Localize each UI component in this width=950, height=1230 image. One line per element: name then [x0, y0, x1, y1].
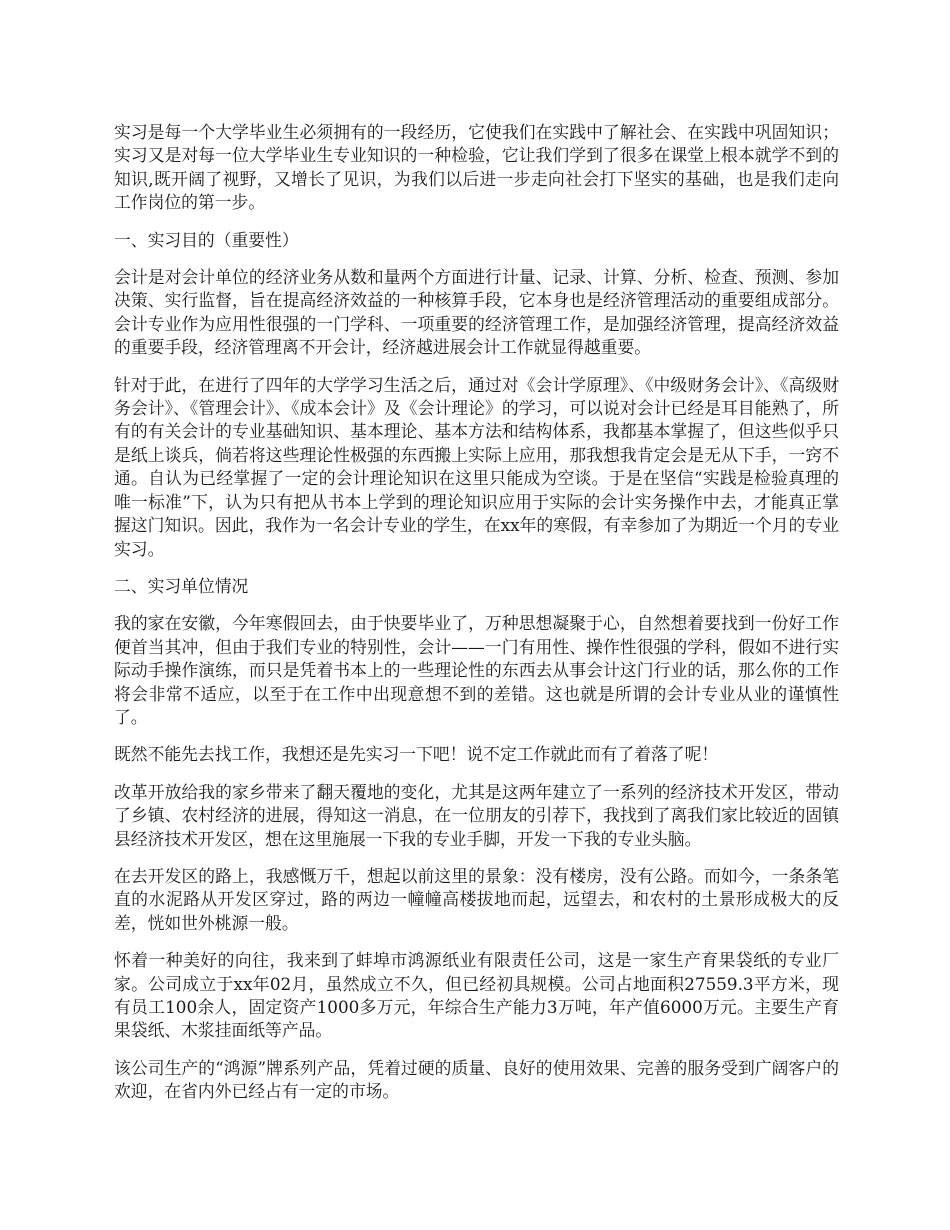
paragraph-products: 该公司生产的“鸿源”牌系列产品，凭着过硬的质量、良好的使用效果、完善的服务受到广阔客户的欢迎，在省内外已经占有一定的市场。	[114, 1057, 839, 1102]
section-heading-unit: 二、实习单位情况	[114, 575, 249, 596]
paragraph-hometown: 我的家在安徽，今年寒假回去，由于快要毕业了，万种思想凝聚于心，自然想着要找到一份好工作便首当其冲，但由于我们专业的特别性，会计——一门有用性、操作性很强的学科，假如不进行实际动手操作演练，而只是凭着书本上的一些理论性的东西去从事会计这门行业的话，那么你的工作将会非常不适应，以至于在工作中出现意想不到的差错。这也就是所谓的会计专业从业的谨慎性了。	[114, 613, 839, 727]
intro-paragraph: 实习是每一个大学毕业生必须拥有的一段经历，它使我们在实践中了解社会、在实践中巩固知识；实习又是对每一位大学毕业生专业知识的一种检验，它让我们学到了很多在课堂上根本就学不到的知识,既开阔了视野，又增长了见识，为我们以后进一步走向社会打下坚实的基础，也是我们走向工作岗位的第一步。	[114, 122, 839, 213]
paragraph-accounting-definition: 会计是对会计单位的经济业务从数和量两个方面进行计量、记录、计算、分析、检查、预测、参加决策、实行监督，旨在提高经济效益的一种核算手段，它本身也是经济管理活动的重要组成部分。会计专业作为应用性很强的一门学科、一项重要的经济管理工作，是加强经济管理，提高经济效益的重要手段，经济管理离不开会计，经济越进展会计工作就显得越重要。	[114, 267, 839, 358]
paragraph-company: 怀着一种美好的向往，我来到了蚌埠市鸿源纸业有限责任公司，这是一家生产育果袋纸的专业厂家。公司成立于xx年02月，虽然成立不久，但已经初具规模。公司占地面积27559.3平方米，现有员工100余人，固定资产1000多万元，年综合生产能力3万吨，年产值6000万元。主要生产育果袋纸、木浆挂面纸等产品。	[114, 950, 839, 1041]
section-heading-purpose: 一、实习目的（重要性）	[114, 229, 299, 250]
document-body	[114, 121, 839, 1118]
paragraph-decision: 既然不能先去找工作，我想还是先实习一下吧！说不定工作就此而有了着落了呢！	[114, 744, 719, 765]
paragraph-road: 在去开发区的路上，我感慨万千，想起以前这里的景象：没有楼房，没有公路。而如今，一条条笔直的水泥路从开发区穿过，路的两边一幢幢高楼拔地而起，远望去，和农村的土景形成极大的反差，恍如世外桃源一般。	[114, 865, 839, 933]
paragraph-study-background: 针对于此，在进行了四年的大学学习生活之后，通过对《会计学原理》、《中级财务会计》、《高级财务会计》、《管理会计》、《成本会计》及《会计理论》的学习，可以说对会计已经是耳目能熟了，所有的有关会计的专业基础知识、基本理论、基本方法和结构体系，我都基本掌握了，但这些似乎只是纸上谈兵，倘若将这些理论性极强的东西搬上实际上应用，那我想我肯定会是无从下手，一窍不通。自认为已经掌握了一定的会计理论知识在这里只能成为空谈。于是在坚信“实践是检验真理的唯一标准”下，认为只有把从书本上学到的理论知识应用于实际的会计实务操作中去，才能真正掌握这门知识。因此，我作为一名会计专业的学生，在xx年的寒假，有幸参加了为期近一个月的专业实习。	[114, 374, 839, 559]
paragraph-development-zone: 改革开放给我的家乡带来了翻天覆地的变化，尤其是这两年建立了一系列的经济技术开发区，带动了乡镇、农村经济的进展，得知这一消息，在一位朋友的引荐下，我找到了离我们家比较近的固镇县经济技术开发区，想在这里施展一下我的专业手脚，开发一下我的专业头脑。	[114, 781, 839, 849]
